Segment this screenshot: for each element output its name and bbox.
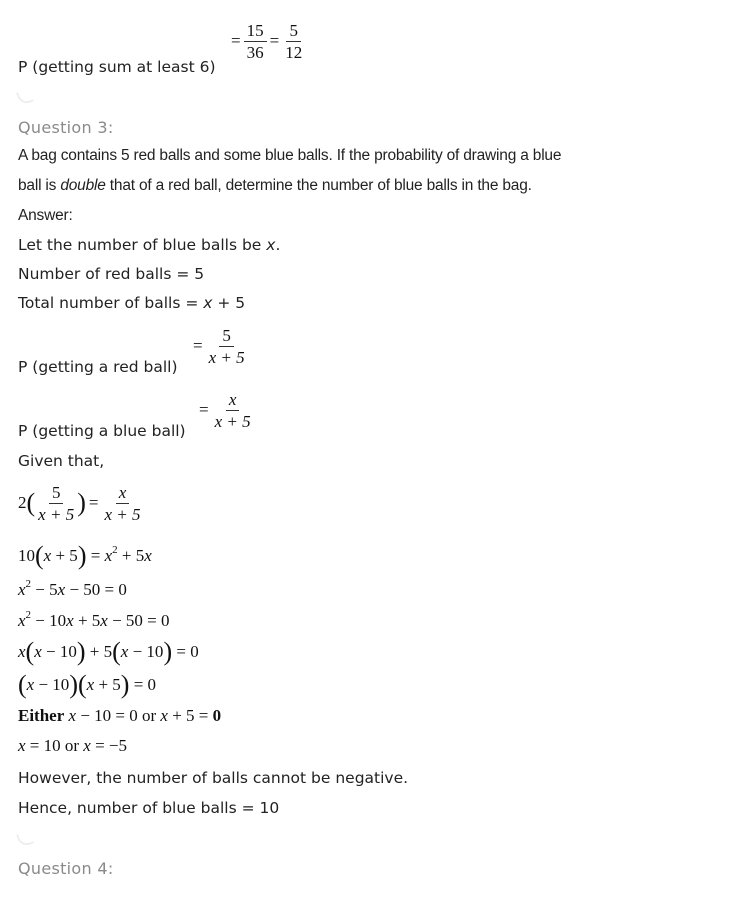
faint-mark-icon	[16, 88, 34, 106]
p-red-label: P (getting a red ball)	[18, 358, 178, 376]
math-step-3: $x^2 - 5x - 50 = 0$	[18, 578, 127, 599]
prev-answer-label: P (getting sum at least 6)	[18, 58, 216, 76]
conclusion-line-2: Hence, number of blue balls = 10	[18, 799, 280, 817]
math-step-4: $x^2 - 10x + 5x - 50 = 0$	[18, 609, 170, 630]
answer-label: Answer:	[18, 207, 73, 224]
math-step-6: (x − 10)(x + 5) = 0	[18, 670, 157, 699]
math-step-5: x(x − 10) + 5(x − 10) = 0	[18, 637, 199, 666]
question-4-heading: Question 4:	[18, 859, 114, 878]
equals-sign: =	[269, 30, 280, 50]
fraction-15-36: $\frac{15}{36}$	[244, 22, 267, 62]
math-step-8: x = 10 or x = −5	[18, 736, 128, 755]
question-3-text-line1: A bag contains 5 red balls and some blue balls. If the probability of drawing a blue	[18, 147, 562, 164]
faint-mark-icon	[16, 830, 34, 848]
total-line: Total number of balls = x + 5	[18, 294, 246, 312]
p-red-fraction: = $\frac{5}{x + 5}$	[193, 326, 245, 367]
p-blue-label: P (getting a blue ball)	[18, 422, 186, 440]
question-3-heading: Question 3:	[18, 118, 114, 137]
p-blue-fraction: = $\frac{x}{x + 5}$	[199, 390, 251, 431]
given-line: Given that,	[18, 452, 105, 470]
equals-sign: =	[231, 30, 241, 50]
emphasis-double: double	[60, 177, 106, 194]
question-3-text-line2: ball is double that of a red ball, determine the number of blue balls in the bag.	[18, 177, 532, 194]
let-line: Let the number of blue balls be x.	[18, 236, 281, 254]
prev-answer-fraction	[228, 22, 305, 62]
red-count-line: Number of red balls = 5	[18, 265, 205, 283]
math-step-2: $10(x + 5) = x^2 + 5x$	[18, 541, 152, 570]
conclusion-line-1: However, the number of balls cannot be negative.	[18, 769, 409, 787]
fraction-5-12: $\frac{5}{12}$	[285, 21, 303, 62]
math-step-7: Either x − 10 = 0 or x + 5 = 0	[18, 706, 222, 725]
math-step-1: 2( $\frac{5}{x + 5}$ ) = $\frac{x}{x + 5}$	[18, 483, 141, 524]
